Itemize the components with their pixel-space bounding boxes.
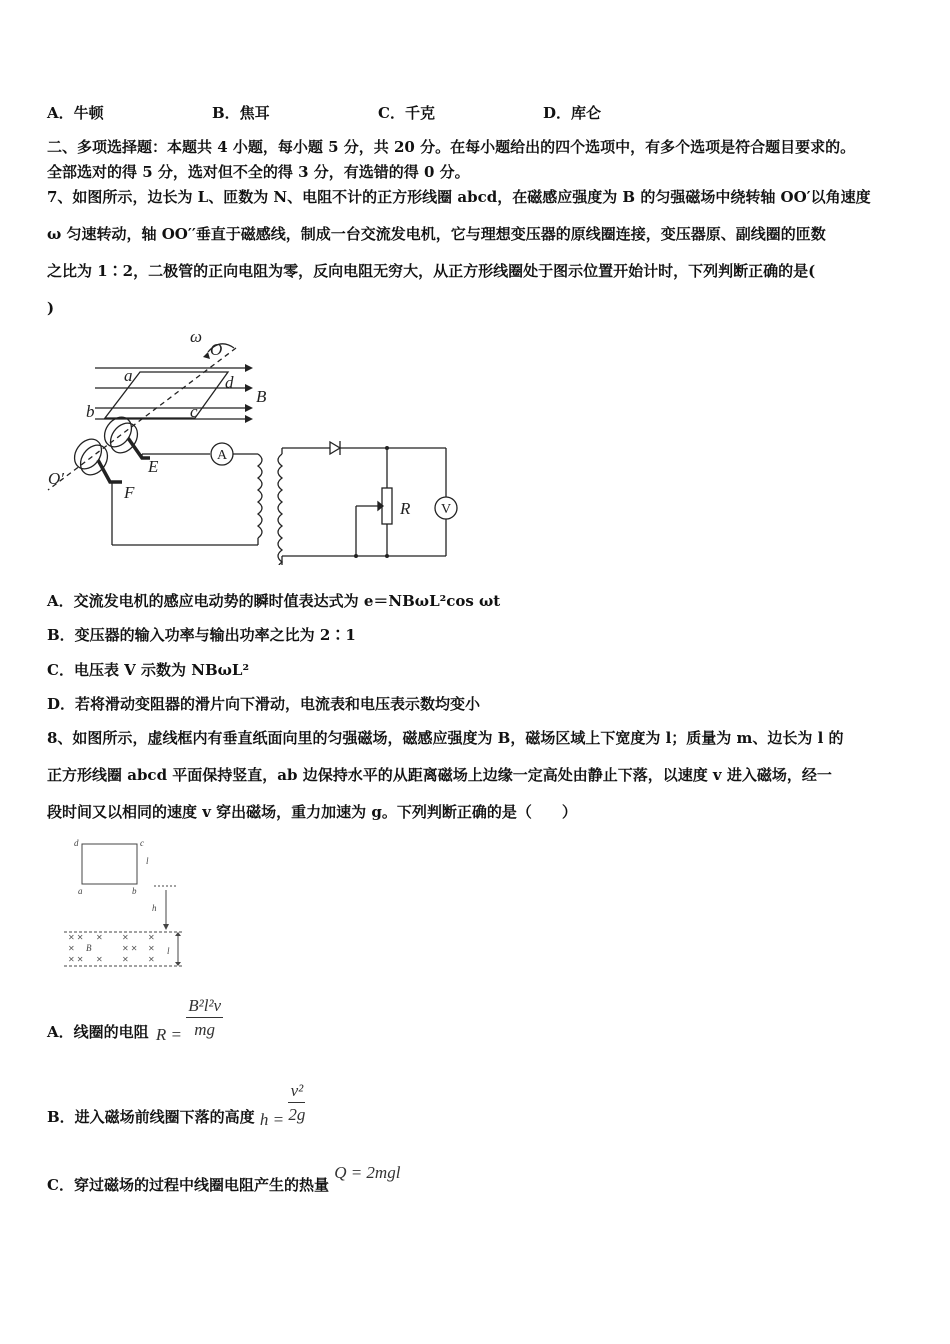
svg-text:✕ ✕: ✕ ✕ [122,944,138,953]
fig7-label-B: B [256,387,267,406]
fig8-label-B: B [86,943,92,953]
fig8-label-d: d [74,838,79,848]
formula-b-lhs: h = [259,1110,285,1130]
fig7-label-omega: ω [190,330,203,346]
svg-text:✕: ✕ [96,955,103,964]
fig8-label-l-side: l [146,856,149,866]
q7-option-b: B．变压器的输入功率与输出功率之比为 2∶1 [47,626,356,644]
fig8-label-c: c [140,838,144,848]
q7-stem-line4: ) [47,299,55,317]
fig8-label-h: h [152,903,157,913]
q8-stem-line1: 8、如图所示，虚线框内有垂直纸面向里的匀强磁场，磁感应强度为 B，磁场区域上下宽度为 l；质量为 m、边长为 l 的 [47,729,844,747]
q8-option-b [47,1080,306,1130]
fig7-label-Oprime: O′ [48,469,64,488]
q7-stem-line2: ω 匀速转动，轴 OO′′垂直于磁感线，制成一台交流发电机，它与理想变压器的原线圈连接，变压器原、副线圈的匝数 [47,225,826,243]
fig7-voltmeter-label: V [440,502,452,517]
q7-option-d: D．若将滑动变阻器的滑片向下滑动，电流表和电压表示数均变小 [47,695,481,713]
q8-option-c-formula: Q = 2mgl [334,1163,401,1182]
q8-option-b-label: B．进入磁场前线圈下落的高度 [47,1108,255,1126]
svg-text:✕: ✕ [148,955,155,964]
svg-text:✕: ✕ [96,933,103,942]
q8-option-a [47,995,223,1045]
fig7-label-d: d [225,373,234,392]
fig7-label-O: O [210,340,223,359]
q8-figure [60,836,195,971]
fig7-label-F: F [124,483,135,502]
q8-option-b-formula [259,1080,306,1130]
q8-option-c-label: C．穿过磁场的过程中线圈电阻产生的热量 [47,1176,329,1194]
svg-text:✕ ✕: ✕ ✕ [68,955,84,964]
fig7-ammeter-label: A [216,448,228,463]
svg-text:✕: ✕ [122,933,129,942]
svg-text:✕: ✕ [68,944,75,953]
fig7-label-R: R [400,499,411,518]
q7-option-a: A．交流发电机的感应电动势的瞬时值表达式为 e＝NBωL²cos ωt [47,592,501,610]
q8-stem-line3: 段时间又以相同的速度 v 穿出磁场，重力加速为 g。下列判断正确的是（ ） [47,803,577,821]
svg-text:✕: ✕ [148,944,155,953]
q7-circuit-figure [40,330,470,565]
q8-stem-line2: 正方形线圈 abcd 平面保持竖直，ab 边保持水平的从距离磁场上边缘一定高处由静止下落，以速度 v 进入磁场，经一 [47,766,832,784]
formula-b-denominator: 2g [288,1105,306,1124]
formula-a-fraction [186,995,223,1042]
q6-option-b: B．焦耳 [212,104,270,122]
section2-line1: 二、多项选择题：本题共 4 小题，每小题 5 分，共 20 分。在每小题给出的四个选项中，有多个选项是符合题目要求的。 [47,138,856,156]
q6-option-a: A．牛顿 [47,104,104,122]
formula-a-numerator: B²l²v [186,995,223,1018]
q7-option-c: C．电压表 V 示数为 NBωL² [47,661,250,679]
q8-option-a-formula [155,995,223,1045]
fig7-label-c: c [190,402,198,421]
q7-stem-line3: 之比为 1∶2，二极管的正向电阻为零，反向电阻无穷大，从正方形线圈处于图示位置开始计时，下列判断正确的是( [47,262,816,280]
section2-line2: 全部选对的得 5 分，选对但不全的得 3 分，有选错的得 0 分。 [47,163,470,181]
svg-text:✕: ✕ [122,955,129,964]
q6-option-c: C．千克 [378,104,435,122]
formula-b-fraction [288,1080,305,1127]
svg-text:✕: ✕ [148,933,155,942]
fig7-label-a: a [124,366,133,385]
fig8-label-b: b [132,886,137,896]
q8-option-a-label: A．线圈的电阻 [47,1023,149,1041]
fig7-label-E: E [148,457,159,476]
q6-option-d: D．库仑 [543,104,602,122]
fig8-label-l-field: l [167,946,170,956]
q7-stem-line1: 7、如图所示，边长为 L、匝数为 N、电阻不计的正方形线圈 abcd，在磁感应强度为 B 的匀强磁场中绕转轴 OO′以角速度 [47,188,871,206]
svg-text:✕ ✕: ✕ ✕ [68,933,84,942]
formula-a-lhs: R = [155,1025,182,1045]
formula-b-numerator: v² [288,1080,305,1103]
fig8-label-a: a [78,886,83,896]
formula-a-denominator: mg [194,1020,216,1039]
fig7-label-b: b [86,402,95,421]
q8-option-c [47,1162,401,1194]
